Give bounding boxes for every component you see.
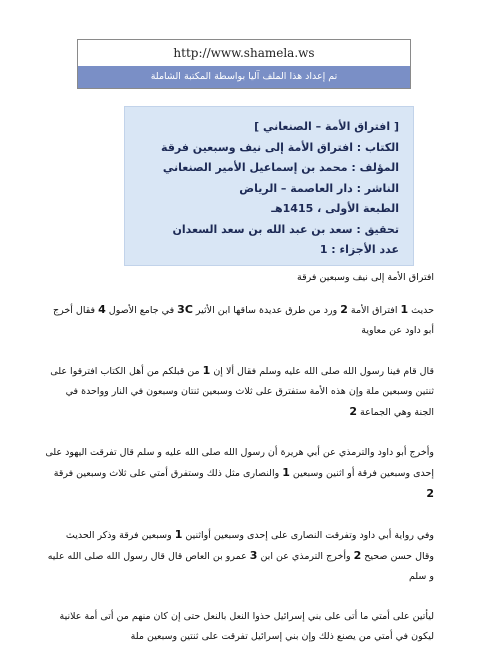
book-edition: الطبعة الأولى ، 1415هـ xyxy=(271,202,399,215)
paragraph: حديث 1 افتراق الأمة 2 ورد من طرق عديدة ساقها ابن الأثير 3C في جامع الأصول 4 فقال أخرج أبو داود عن معاوية xyxy=(53,303,434,336)
footnote-ref[interactable]: 2 xyxy=(353,549,362,562)
book-parts: عدد الأجزاء : 1 xyxy=(319,243,399,256)
book-title: [ افتراق الأمة – الصنعاني ] xyxy=(254,120,399,133)
paragraph: وفي رواية أبي داود وتفرقت النصارى على إحدى وسبعين أواثنين 1 وسبعين فرقة وذكر الحديث وقال حسن صحيح 2 وأخرج الترمذي عن ابن 3 عمرو بن العاص قال قال رسول الله صلى الله عليه و سلم xyxy=(47,528,434,582)
paragraph: وأخرج أبو داود والترمذي عن أبي هريرة أن رسول الله صلى الله عليه و سلم قال تفرقت اليهود على إحدى وسبعين فرقة أو اثنين وسبعين 1 والنصارى مثل ذلك وستفرق أمتي على ثلاث وسبعين فرقة 2 xyxy=(45,447,434,500)
footnote-ref[interactable]: 1 xyxy=(174,528,183,541)
book-publisher: الناشر : دار العاصمة – الرياض xyxy=(239,181,399,195)
footnote-ref[interactable]: 1 xyxy=(400,303,409,316)
footnote-ref[interactable]: 3 xyxy=(249,549,258,562)
footnote-ref[interactable]: 2 xyxy=(426,487,434,500)
footnote-ref[interactable]: 1 xyxy=(282,466,290,479)
section-heading: افتراق الأمة إلى نيف وسبعين فرقة xyxy=(297,272,434,283)
footnote-ref[interactable]: 4 xyxy=(98,303,106,316)
document-body xyxy=(44,268,434,667)
paragraph: ليأتين على أمتي ما أتى على بني إسرائيل حذوا النعل بالنعل حتى إن كان منهم من أتى أمة علانية ليكون في أمتي من يصنع ذلك وإن بني إسرائيل تفرقت على ثنتين وسبعين ملة xyxy=(59,611,434,642)
site-url[interactable]: http://www.shamela.ws xyxy=(173,46,315,60)
footnote-ref[interactable]: 3 xyxy=(177,303,185,316)
book-author: المؤلف : محمد بن إسماعيل الأمير الصنعاني xyxy=(162,161,399,174)
footnote-ref[interactable]: C xyxy=(184,303,193,316)
footnote-ref[interactable]: 2 xyxy=(349,405,357,418)
footnote-ref[interactable]: 1 xyxy=(202,364,211,377)
book-info-box xyxy=(124,106,414,266)
book-name: الكتاب : افتراق الأمة إلى نيف وسبعين فرقة xyxy=(161,140,399,154)
generated-note: تم إعداد هذا الملف آليا بواسطة المكتبة الشاملة xyxy=(78,66,410,88)
paragraph: قال قام فينا رسول الله صلى الله عليه وسلم فقال ألا إن 1 من قبلكم من أهل الكتاب افترقوا على ثنتين وسبعين ملة وإن هذه الأمة ستفترق على ثلاث وسبعين ثنتان وسبعون في النار وواحدة في الجنة وهي الجماعة 2 xyxy=(50,364,434,418)
header-box xyxy=(77,39,411,89)
book-editor: تحقيق : سعد بن عبد الله بن سعد السعدان xyxy=(172,222,399,236)
footnote-ref[interactable]: 2 xyxy=(340,303,348,316)
